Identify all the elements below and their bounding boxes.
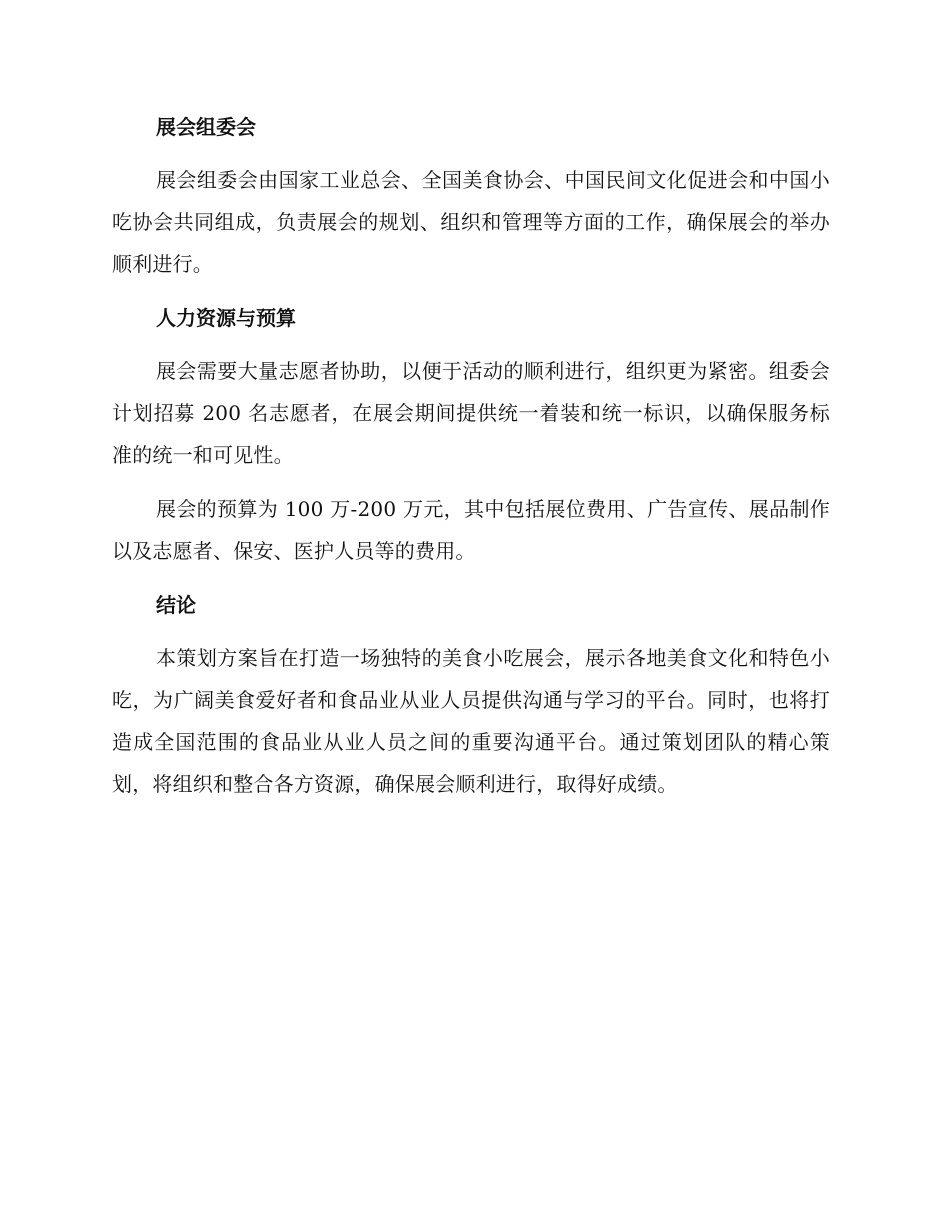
document-page (112, 106, 830, 817)
section-conclusion (112, 584, 830, 805)
section-organizing-committee (112, 106, 830, 285)
section-hr-budget (112, 297, 830, 572)
section-heading: 展会组委会 (156, 115, 256, 139)
section-heading: 结论 (156, 593, 196, 617)
paragraph: 展会需要大量志愿者协助，以便于活动的顺利进行，组织更为紧密。组委会计划招募 200 名志愿者，在展会期间提供统一着装和统一标识，以确保服务标准的统一和可见性。 (112, 359, 830, 467)
paragraph: 展会的预算为 100 万-200 万元，其中包括展位费用、广告宣传、展品制作以及志愿者、保安、医护人员等的费用。 (112, 497, 830, 563)
paragraph: 展会组委会由国家工业总会、全国美食协会、中国民间文化促进会和中国小吃协会共同组成，负责展会的规划、组织和管理等方面的工作，确保展会的举办顺利进行。 (112, 168, 830, 276)
paragraph: 本策划方案旨在打造一场独特的美食小吃展会，展示各地美食文化和特色小吃，为广阔美食爱好者和食品业从业人员提供沟通与学习的平台。同时，也将打造成全国范围的食品业从业人员之间的重要沟通平台。通过策划团队的精心策划，将组织和整合各方资源，确保展会顺利进行，取得好成绩。 (112, 646, 830, 796)
section-heading: 人力资源与预算 (156, 306, 296, 330)
